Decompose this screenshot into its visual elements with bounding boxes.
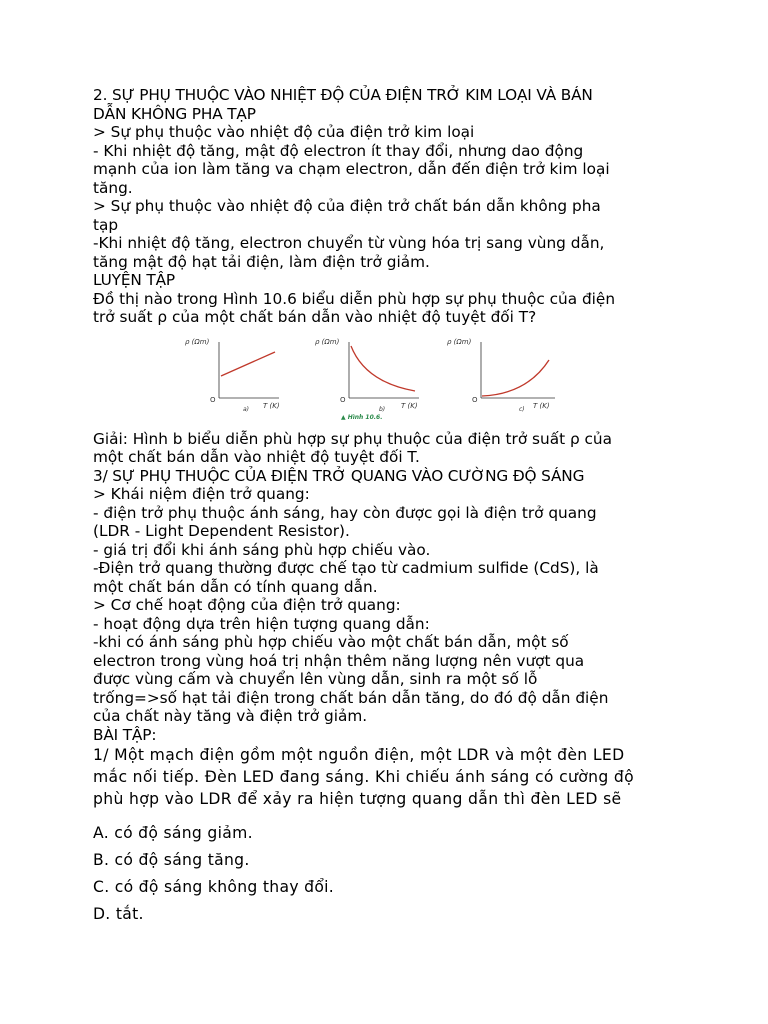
question-line: 1/ Một mạch điện gồm một nguồn điện, một LDR và một đèn LED bbox=[93, 746, 625, 764]
paragraph-line: - giá trị đổi khi ánh sáng phù hợp chiếu vào. bbox=[93, 540, 431, 559]
practice-question-line: trở suất ρ của một chất bán dẫn vào nhiệt độ tuyệt đối T? bbox=[93, 308, 537, 326]
paragraph-line: - Khi nhiệt độ tăng, mật độ electron ít thay đổi, nhưng dao động bbox=[93, 141, 584, 160]
section-3-heading: 3/ SỰ PHỤ THUỘC CỦA ĐIỆN TRỞ QUANG VÀO CƯỜNG ĐỘ SÁNG bbox=[93, 466, 585, 485]
section-2 bbox=[93, 86, 693, 327]
option-a: A. có độ sáng giảm. bbox=[93, 824, 253, 842]
figure-10-6 bbox=[93, 336, 693, 424]
section-2-heading-line-1: 2. SỰ PHỤ THUỘC VÀO NHIỆT ĐỘ CỦA ĐIỆN TRỞ KIM LOẠI VÀ BÁN bbox=[93, 86, 593, 104]
practice-question-line: Đồ thị nào trong Hình 10.6 biểu diễn phù hợp sự phụ thuộc của điện bbox=[93, 289, 616, 308]
question-line: phù hợp vào LDR để xảy ra hiện tượng quang dẫn thì đèn LED sẽ bbox=[93, 790, 622, 808]
graph-c bbox=[445, 336, 565, 416]
section-3 bbox=[93, 430, 693, 745]
graph-b-xlabel: T (K) bbox=[401, 401, 418, 410]
paragraph-line: tăng mật độ hạt tải điện, làm điện trở giảm. bbox=[93, 252, 430, 271]
paragraph-line: mạnh của ion làm tăng va chạm electron, dẫn đến điện trở kim loại bbox=[93, 160, 610, 178]
graph-a-origin: O bbox=[210, 395, 216, 404]
graph-a-label: a) bbox=[243, 405, 250, 413]
graph-a-ylabel: ρ (Ωm) bbox=[185, 337, 210, 346]
answer-line: Giải: Hình b biểu diễn phù hợp sự phụ thuộc của điện trở suất ρ của bbox=[93, 429, 613, 448]
practice-heading: LUYỆN TẬP bbox=[93, 271, 175, 289]
paragraph-line: được vùng cấm và chuyển lên vùng dẫn, sinh ra một số lỗ bbox=[93, 670, 538, 688]
paragraph-line: của chất này tăng và điện trở giảm. bbox=[93, 707, 368, 725]
paragraph-line: -khi có ánh sáng phù hợp chiếu vào một chất bán dẫn, một số bbox=[93, 633, 569, 651]
paragraph-line: một chất bán dẫn có tính quang dẫn. bbox=[93, 577, 378, 596]
paragraph-line: tăng. bbox=[93, 178, 133, 197]
paragraph-line: -Khi nhiệt độ tăng, electron chuyển từ vùng hóa trị sang vùng dẫn, bbox=[93, 234, 605, 252]
graph-a bbox=[177, 336, 287, 416]
paragraph-line: - hoạt động dựa trên hiện tượng quang dẫn: bbox=[93, 614, 430, 633]
paragraph-line: trống=>số hạt tải điện trong chất bán dẫn tăng, do đó độ dẫn điện bbox=[93, 688, 609, 707]
subheading-ldr-concept: > Khái niệm điện trở quang: bbox=[93, 485, 310, 503]
graph-c-xlabel: T (K) bbox=[533, 401, 550, 410]
graph-c-ylabel: ρ (Ωm) bbox=[447, 337, 472, 346]
option-c: C. có độ sáng không thay đổi. bbox=[93, 878, 335, 896]
paragraph-line: -Điện trở quang thường được chế tạo từ cadmium sulfide (CdS), là bbox=[93, 559, 599, 577]
graph-c-curve bbox=[482, 360, 549, 396]
paragraph-line: tạp bbox=[93, 215, 119, 234]
subheading-metal: > Sự phụ thuộc vào nhiệt độ của điện trở kim loại bbox=[93, 123, 475, 141]
question-line: mắc nối tiếp. Đèn LED đang sáng. Khi chiếu ánh sáng có cường độ bbox=[93, 768, 635, 786]
paragraph-line: (LDR - Light Dependent Resistor). bbox=[93, 522, 350, 540]
answer-options bbox=[93, 824, 693, 923]
option-b: B. có độ sáng tăng. bbox=[93, 851, 250, 869]
graph-b-curve bbox=[351, 346, 415, 391]
figure-caption: ▲ Hình 10.6. bbox=[341, 413, 383, 421]
graph-b-label: b) bbox=[379, 405, 386, 413]
paragraph-line: - điện trở phụ thuộc ánh sáng, hay còn được gọi là điện trở quang bbox=[93, 503, 597, 522]
graph-a-xlabel: T (K) bbox=[263, 401, 280, 410]
document-page bbox=[93, 86, 693, 923]
option-d: D. tắt. bbox=[93, 905, 144, 923]
subheading-ldr-mechanism: > Cơ chế hoạt động của điện trở quang: bbox=[93, 596, 401, 614]
graph-b-ylabel: ρ (Ωm) bbox=[315, 337, 340, 346]
subheading-semiconductor: > Sự phụ thuộc vào nhiệt độ của điện trở chất bán dẫn không pha bbox=[93, 197, 601, 215]
graph-c-origin: O bbox=[472, 395, 478, 404]
graph-a-curve bbox=[221, 352, 275, 376]
graph-c-label: c) bbox=[519, 405, 525, 413]
answer-line: một chất bán dẫn vào nhiệt độ tuyệt đối T. bbox=[93, 448, 420, 466]
exercise-heading: BÀI TẬP: bbox=[93, 725, 157, 744]
section-2-heading-line-2: DẪN KHÔNG PHA TẠP bbox=[93, 104, 256, 123]
graph-b-origin: O bbox=[340, 395, 346, 404]
paragraph-line: electron trong vùng hoá trị nhận thêm năng lượng nên vượt qua bbox=[93, 651, 585, 670]
exercise-question bbox=[93, 744, 693, 810]
graph-b bbox=[313, 336, 433, 416]
